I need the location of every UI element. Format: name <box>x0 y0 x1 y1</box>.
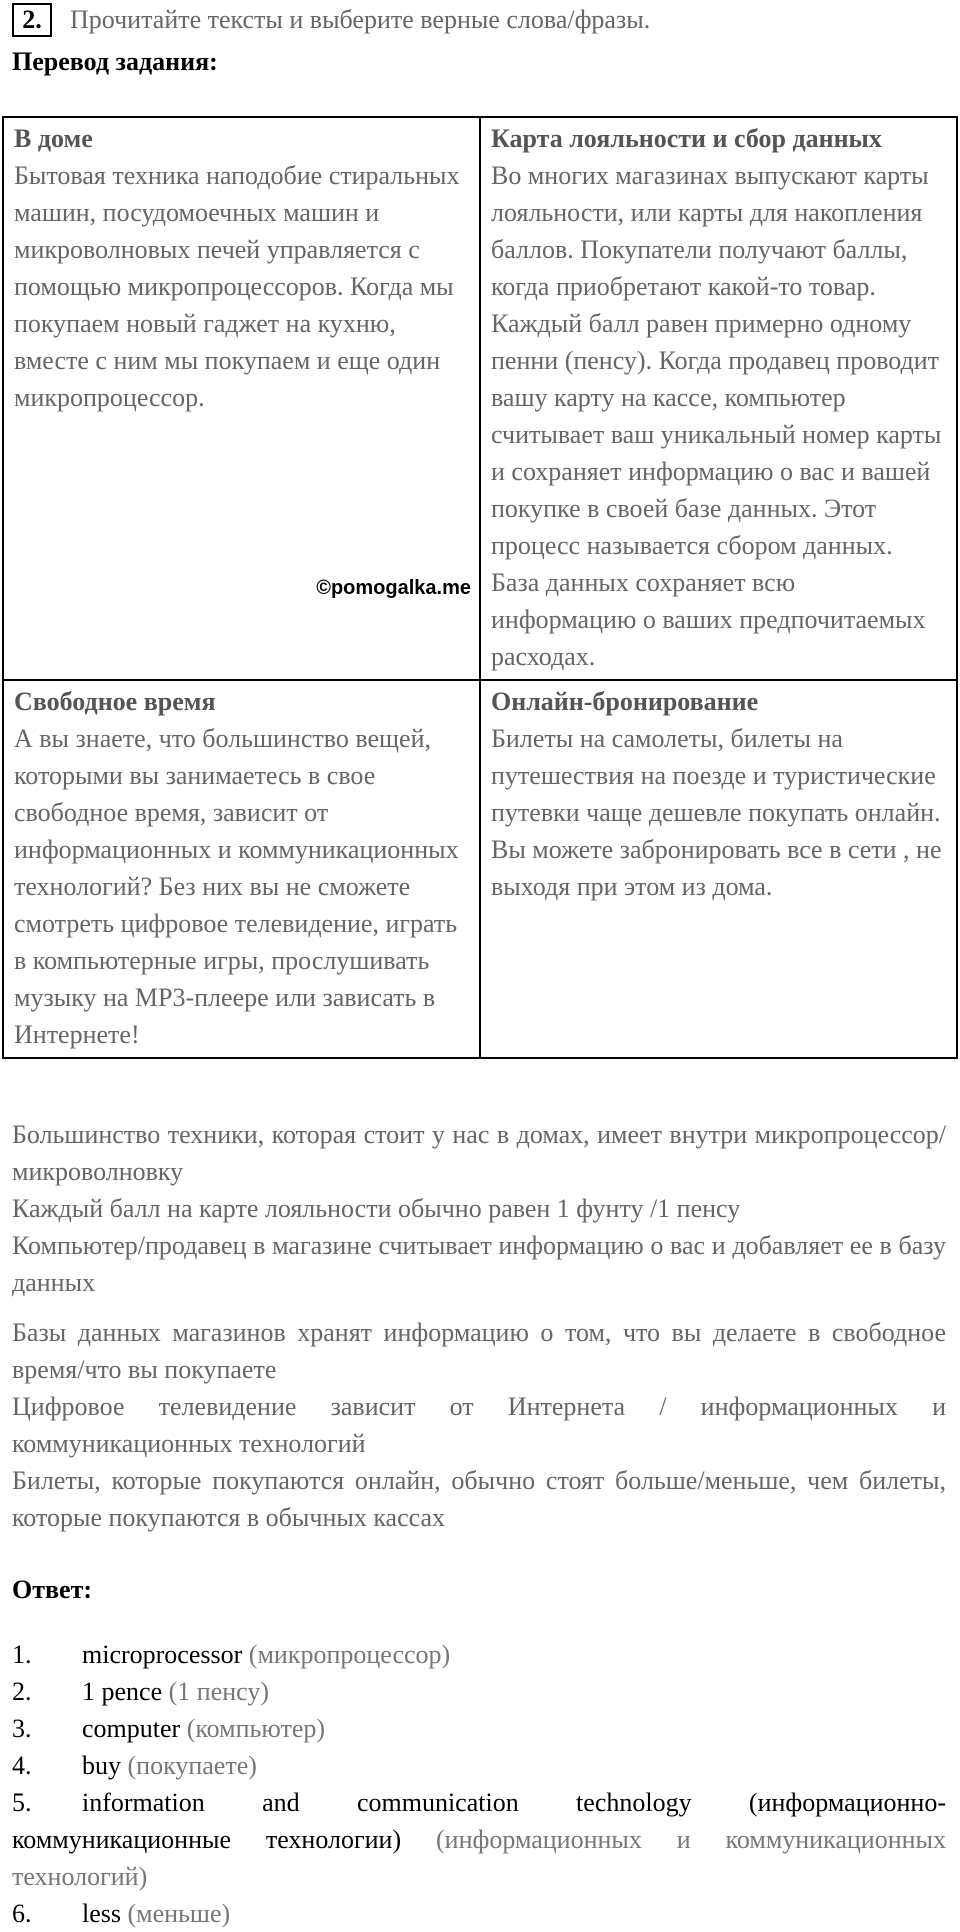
cell-free-time <box>3 680 480 1058</box>
answer-english: microprocessor <box>82 1640 243 1669</box>
answer-number: 6. <box>12 1899 32 1928</box>
task-line <box>12 2 650 38</box>
answers-list <box>12 1636 946 1932</box>
answer-russian: (микропроцессор) <box>248 1640 451 1669</box>
answer-english: 1 pence <box>82 1677 163 1706</box>
answer-russian: (1 пенсу) <box>168 1677 270 1706</box>
answer-russian: (информационных и коммуникационных технологий) <box>12 1825 946 1891</box>
answer-item <box>12 1895 946 1932</box>
cell-loyalty-card <box>480 117 957 680</box>
cell-text: А вы знаете, что большинство вещей, которыми вы занимаетесь в свое свободное время, зависит от информационных и коммуникационных технологий? Без них вы не сможете смотреть цифровое телевидение, играть в компьютерные игры, прослушивать музыку на MP3-плеере или зависать в Интернете! <box>14 724 459 1049</box>
answer-russian: (компьютер) <box>186 1714 326 1743</box>
answer-number: 4. <box>12 1751 32 1780</box>
cell-text: Билеты на самолеты, билеты на путешествия на поезде и туристические путевки чаще дешевле покупать онлайн. Вы можете забронировать все в сети , не выходя при этом из дома. <box>491 724 942 901</box>
cell-title: Свободное время <box>14 687 216 716</box>
answer-item <box>12 1673 946 1710</box>
answer-english: buy <box>82 1751 121 1780</box>
answer-english: information and communication technology (информационно-коммуникационные технологии) <box>12 1788 946 1854</box>
answer-heading: Ответ: <box>12 1575 93 1604</box>
answer-number: 5. <box>12 1788 32 1817</box>
answer-item <box>12 1747 946 1784</box>
statements-group-b <box>12 1314 946 1536</box>
texts-table <box>2 116 958 1059</box>
cell-title: Онлайн-бронирование <box>491 687 759 716</box>
statement: Базы данных магазинов хранят информацию о том, что вы делаете в свободное время/что вы покупаете <box>12 1318 946 1384</box>
statement: Каждый балл на карте лояльности обычно равен 1 фунту /1 пенсу <box>12 1194 741 1223</box>
cell-text: Во многих магазинах выпускают карты лояльности, или карты для накопления баллов. Покупатели получают баллы, когда приобретают какой-то товар. Каждый балл равен примерно одному пенни (пенсу). Когда продавец проводит вашу карту на кассе, компьютер считывает ваш уникальный номер карты и сохраняет информацию о вас и вашей покупке в своей базе данных. Этот процесс называется сбором данных. База данных сохраняет всю информацию о ваших предпочитаемых расходах. <box>491 161 942 671</box>
statements-group-a <box>12 1116 946 1301</box>
translation-heading: Перевод задания: <box>12 47 218 76</box>
watermark: ©pomogalka.me <box>316 577 471 599</box>
task-instruction: Прочитайте тексты и выберите верные слова/фразы. <box>70 5 651 34</box>
statement: Цифровое телевидение зависит от Интернета / информационных и коммуникационных технологий <box>12 1392 946 1458</box>
answer-number: 3. <box>12 1714 32 1743</box>
answer-english: computer <box>82 1714 181 1743</box>
task-number-box: 2. <box>12 3 52 37</box>
answer-number: 2. <box>12 1677 32 1706</box>
answer-russian: (меньше) <box>127 1899 231 1928</box>
statement: Билеты, которые покупаются онлайн, обычно стоят больше/меньше, чем билеты, которые покупаются в обычных кассах <box>12 1466 946 1532</box>
cell-title: Карта лояльности и сбор данных <box>491 124 882 153</box>
cell-online-booking <box>480 680 957 1058</box>
statement: Большинство техники, которая стоит у нас в домах, имеет внутри микропроцессор/микроволновку <box>12 1120 946 1186</box>
answer-item <box>12 1710 946 1747</box>
answer-english: less <box>82 1899 121 1928</box>
statement: Компьютер/продавец в магазине считывает информацию о вас и добавляет ее в базу данных <box>12 1231 946 1297</box>
cell-home <box>3 117 480 680</box>
cell-title: В доме <box>14 124 93 153</box>
answer-number: 1. <box>12 1640 32 1669</box>
answer-item <box>12 1636 946 1673</box>
cell-text: Бытовая техника наподобие стиральных машин, посудомоечных машин и микроволновых печей управляется с помощью микропроцессоров. Когда мы покупаем новый гаджет на кухню, вместе с ним мы покупаем и еще один микропроцессор. <box>14 161 460 412</box>
answer-russian: (покупаете) <box>127 1751 257 1780</box>
answer-item <box>12 1784 946 1895</box>
